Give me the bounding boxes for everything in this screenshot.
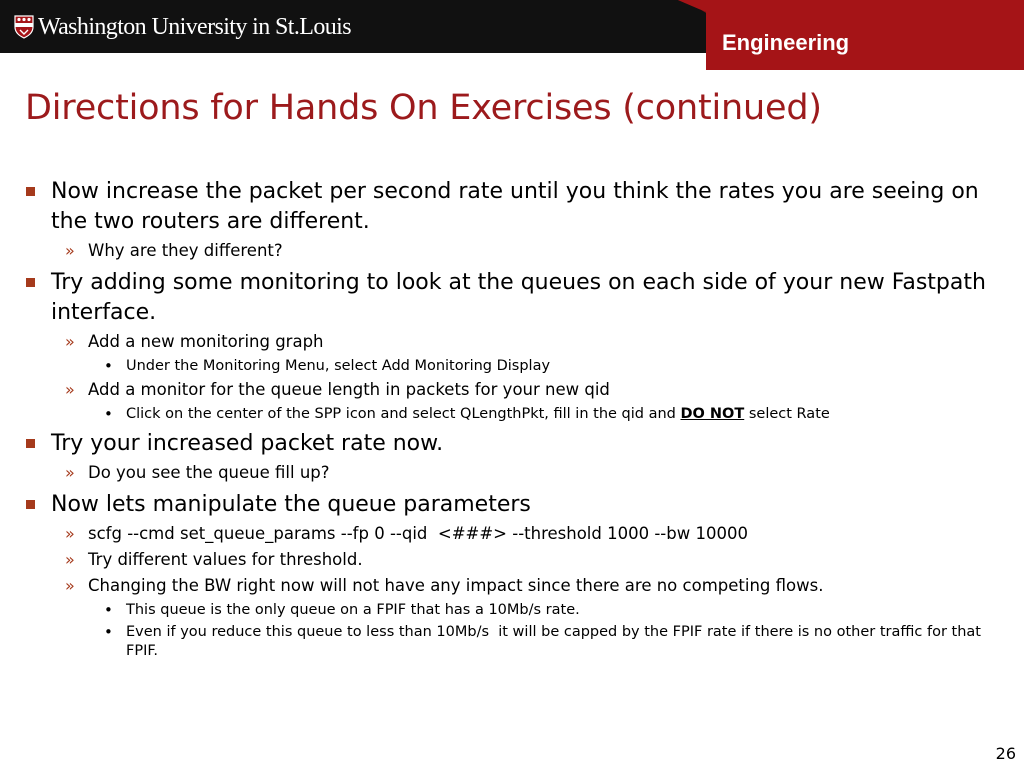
command-text: scfg --cmd set_queue_params --fp 0 --qid <###> --threshold 1000 --bw 10000 (88, 524, 748, 543)
bullet-text: Now lets manipulate the queue parameters (51, 492, 531, 517)
slide-header (0, 0, 1024, 70)
double-chevron-icon: » (65, 576, 75, 595)
bullet-3 (26, 429, 1006, 459)
bullet-4 (26, 490, 1006, 520)
university-name: Washington University in St.Louis (38, 13, 351, 40)
sub-bullet-text: Add a monitor for the queue length in packets for your new qid (88, 380, 610, 399)
university-shield-icon (14, 15, 34, 39)
sub-bullet (26, 574, 1006, 598)
bullet-1 (26, 177, 1006, 237)
sub-bullet (26, 522, 1006, 546)
square-bullet-icon (26, 439, 35, 448)
bullet-2 (26, 268, 1006, 328)
do-not-emphasis: DO NOT (680, 406, 745, 422)
double-chevron-icon: » (65, 380, 75, 399)
sub-bullet (26, 548, 1006, 572)
double-chevron-icon: » (65, 332, 75, 351)
university-logo (14, 10, 351, 44)
sub-bullet-text: Why are they different? (88, 241, 283, 260)
detail-text: select Rate (744, 406, 830, 422)
sub-bullet-text: Try different values for threshold. (88, 550, 363, 569)
square-bullet-icon (26, 187, 35, 196)
sub-bullet (26, 330, 1006, 354)
dot-bullet-icon: • (104, 357, 113, 375)
bullet-text: Try your increased packet rate now. (51, 431, 444, 456)
detail-bullet (26, 623, 1006, 661)
bullet-text: Now increase the packet per second rate until you think the rates you are seeing on the two routers are different. (51, 179, 979, 234)
detail-bullet (26, 357, 1006, 376)
double-chevron-icon: » (65, 524, 75, 543)
double-chevron-icon: » (65, 241, 75, 260)
slide-title: Directions for Hands On Exercises (continued) (25, 88, 822, 128)
detail-text: This queue is the only queue on a FPIF that has a 10Mb/s rate. (126, 602, 580, 618)
sub-bullet (26, 378, 1006, 402)
detail-text: Even if you reduce this queue to less than 10Mb/s it will be capped by the FPIF rate if there is no other traffic for that FPIF. (126, 624, 986, 659)
sub-bullet (26, 461, 1006, 485)
detail-bullet (26, 405, 1006, 424)
square-bullet-icon (26, 500, 35, 509)
sub-bullet-text: Changing the BW right now will not have any impact since there are no competing flows. (88, 576, 824, 595)
sub-bullet-text: Do you see the queue fill up? (88, 463, 330, 482)
page-number: 26 (995, 744, 1016, 763)
dot-bullet-icon: • (104, 601, 113, 619)
detail-text: Under the Monitoring Menu, select Add Monitoring Display (126, 358, 551, 374)
slide-body (26, 172, 1006, 661)
square-bullet-icon (26, 278, 35, 287)
sub-bullet (26, 239, 1006, 263)
school-name: Engineering (722, 30, 850, 55)
detail-bullet (26, 601, 1006, 620)
bullet-text: Try adding some monitoring to look at the queues on each side of your new Fastpath interface. (51, 270, 986, 325)
double-chevron-icon: » (65, 550, 75, 569)
double-chevron-icon: » (65, 463, 75, 482)
dot-bullet-icon: • (104, 405, 113, 423)
detail-text: Click on the center of the SPP icon and select QLengthPkt, fill in the qid and (126, 406, 681, 422)
dot-bullet-icon: • (104, 623, 113, 641)
sub-bullet-text: Add a new monitoring graph (88, 332, 324, 351)
